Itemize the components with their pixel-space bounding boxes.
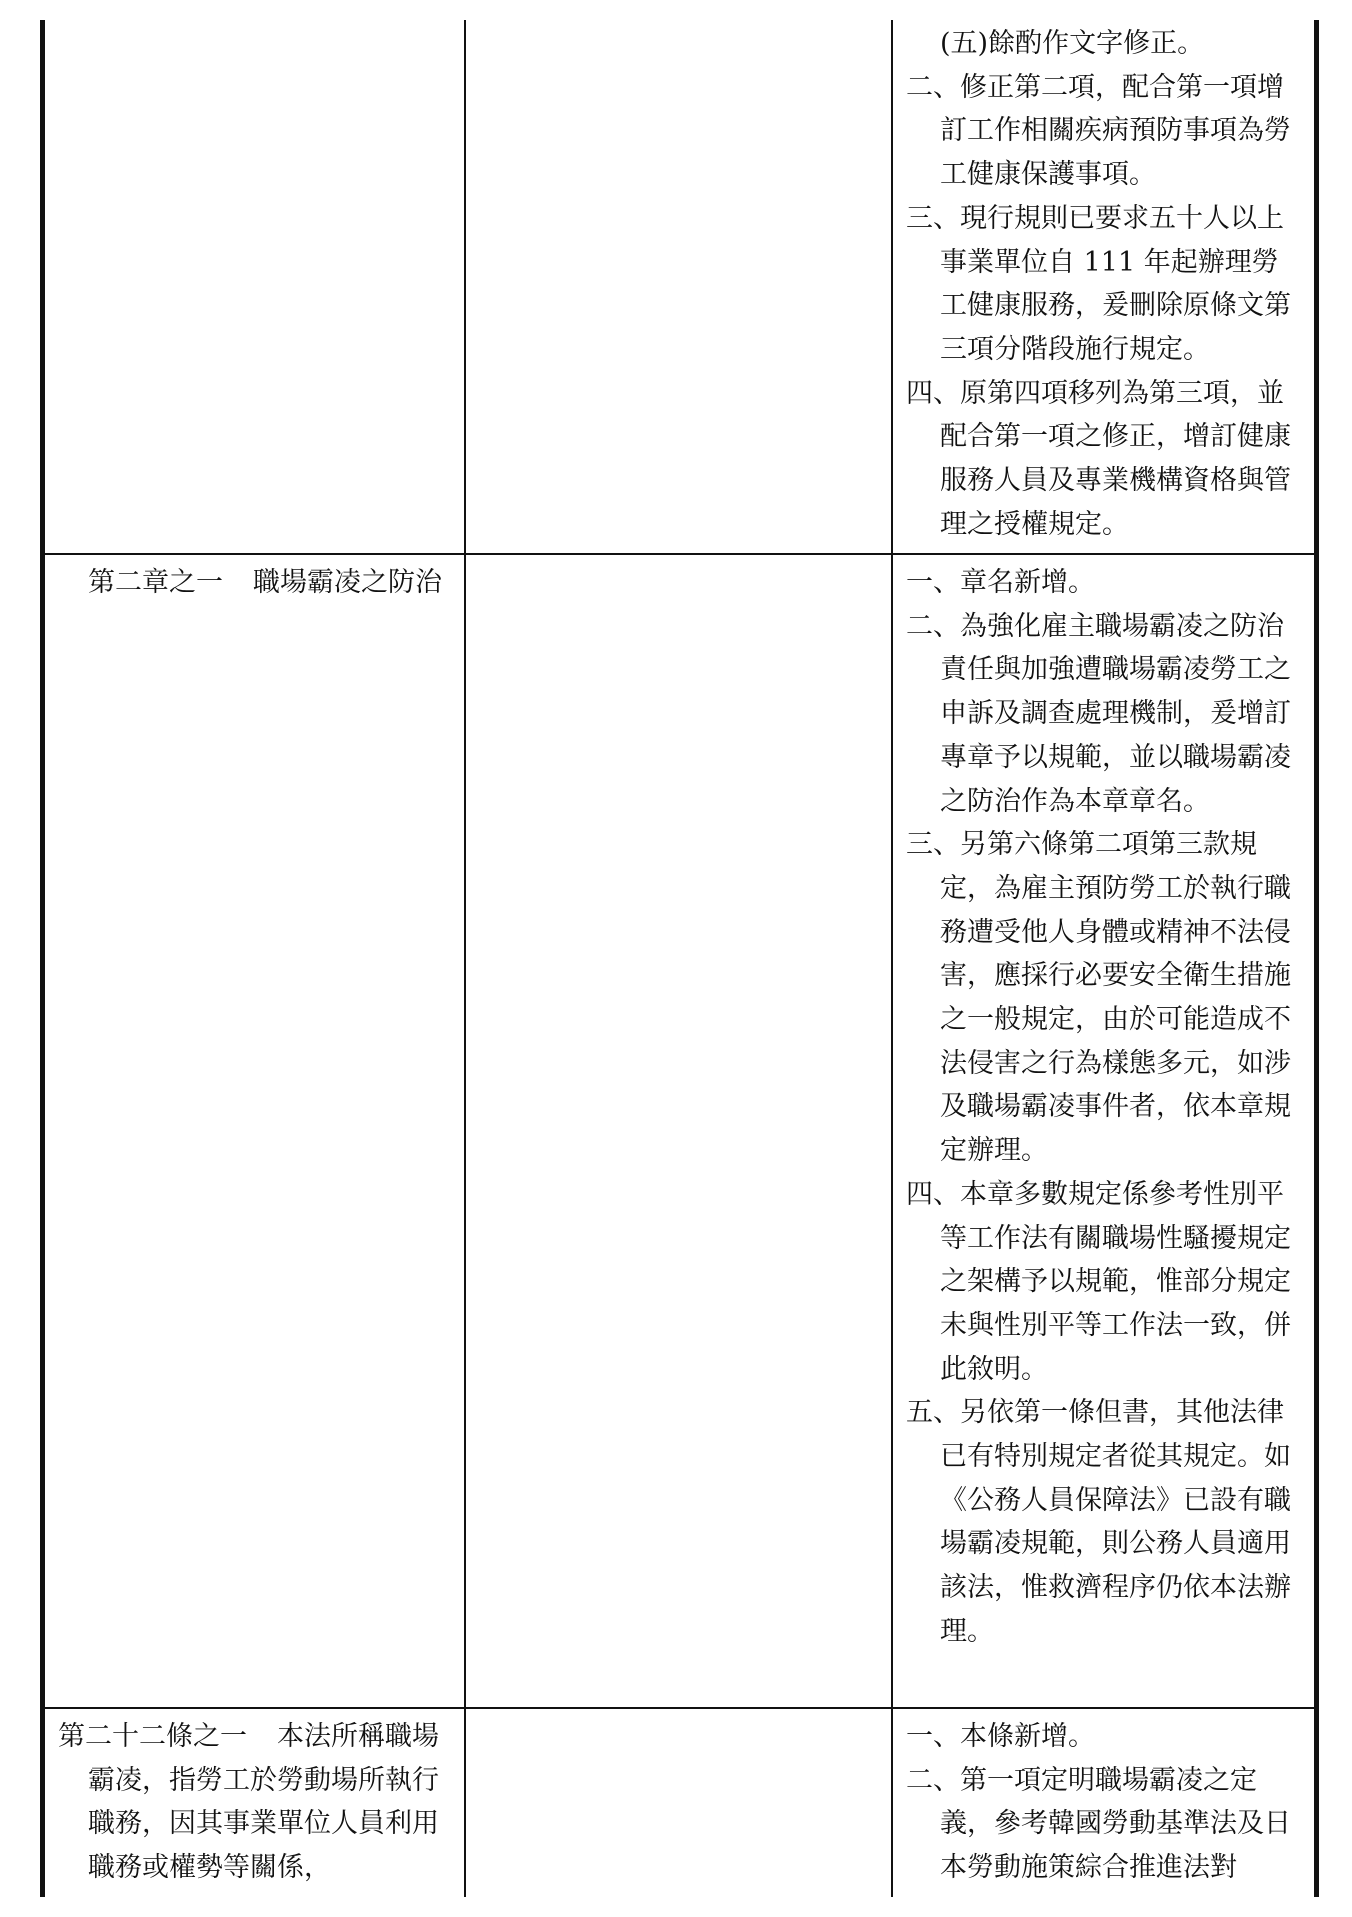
chapter-heading xyxy=(58,561,448,605)
row2-explanation-cell xyxy=(906,561,1304,1654)
explanation-item: 二、修正第二項，配合第一項增訂工作相關疾病預防事項為勞工健康保護事項。 xyxy=(906,71,1291,191)
explanation-item: 三、現行規則已要求五十人以上事業單位自 111 年起辦理勞工健康服務，爰刪除原條文第三項分階段施行規定。 xyxy=(906,202,1291,365)
table-border-right xyxy=(1314,20,1319,1897)
row2-amended-cell xyxy=(58,561,448,605)
article-text: 本法所稱職場霸凌，指勞工於勞動場所執行職務，因其事業單位人員利用職務或權勢等關係， xyxy=(88,1721,439,1884)
article-paragraph xyxy=(58,1715,448,1890)
chapter-title: 職場霸凌之防治 xyxy=(253,567,442,598)
explanation-item: 二、為強化雇主職場霸凌之防治責任與加強遭職場霸凌勞工之申訴及調查處理機制，爰增訂專章予以規範，並以職場霸凌之防治作為本章章名。 xyxy=(906,610,1291,817)
row-divider-1 xyxy=(40,553,1319,555)
article-number: 第二十二條之一 xyxy=(58,1721,247,1752)
column-divider-2 xyxy=(891,20,893,1897)
chapter-number: 第二章之一 xyxy=(88,567,223,598)
explanation-item: 一、本條新增。 xyxy=(906,1721,1095,1752)
row3-explanation-cell xyxy=(906,1715,1304,1890)
explanation-item: 五、另依第一條但書，其他法律已有特別規定者從其規定。如《公務人員保障法》已設有職場霸凌規範，則公務人員適用該法，惟救濟程序仍依本法辦理。 xyxy=(906,1397,1291,1647)
explanation-item: 四、原第四項移列為第三項，並配合第一項之修正，增訂健康服務人員及專業機構資格與管理之授權規定。 xyxy=(906,377,1291,540)
row-divider-2 xyxy=(40,1707,1319,1709)
explanation-item: 一、章名新增。 xyxy=(906,567,1095,598)
explanation-item: (五)餘酌作文字修正。 xyxy=(940,28,1205,59)
explanation-item: 二、第一項定明職場霸凌之定義，參考韓國勞動基準法及日本勞動施策綜合推進法對 xyxy=(906,1764,1291,1884)
row1-explanation-cell xyxy=(906,22,1304,546)
row3-amended-cell xyxy=(58,1715,448,1890)
explanation-item: 四、本章多數規定係參考性別平等工作法有關職場性騷擾規定之架構予以規範，惟部分規定未與性別平等工作法一致，併此敘明。 xyxy=(906,1178,1291,1385)
column-divider-1 xyxy=(464,20,466,1897)
explanation-item: 三、另第六條第二項第三款規定，為雇主預防勞工於執行職務遭受他人身體或精神不法侵害，應採行必要安全衛生措施之一般規定，由於可能造成不法侵害之行為樣態多元，如涉及職場霸凌事件者，依本章規定辦理。 xyxy=(906,829,1291,1167)
table-border-left xyxy=(40,20,45,1897)
